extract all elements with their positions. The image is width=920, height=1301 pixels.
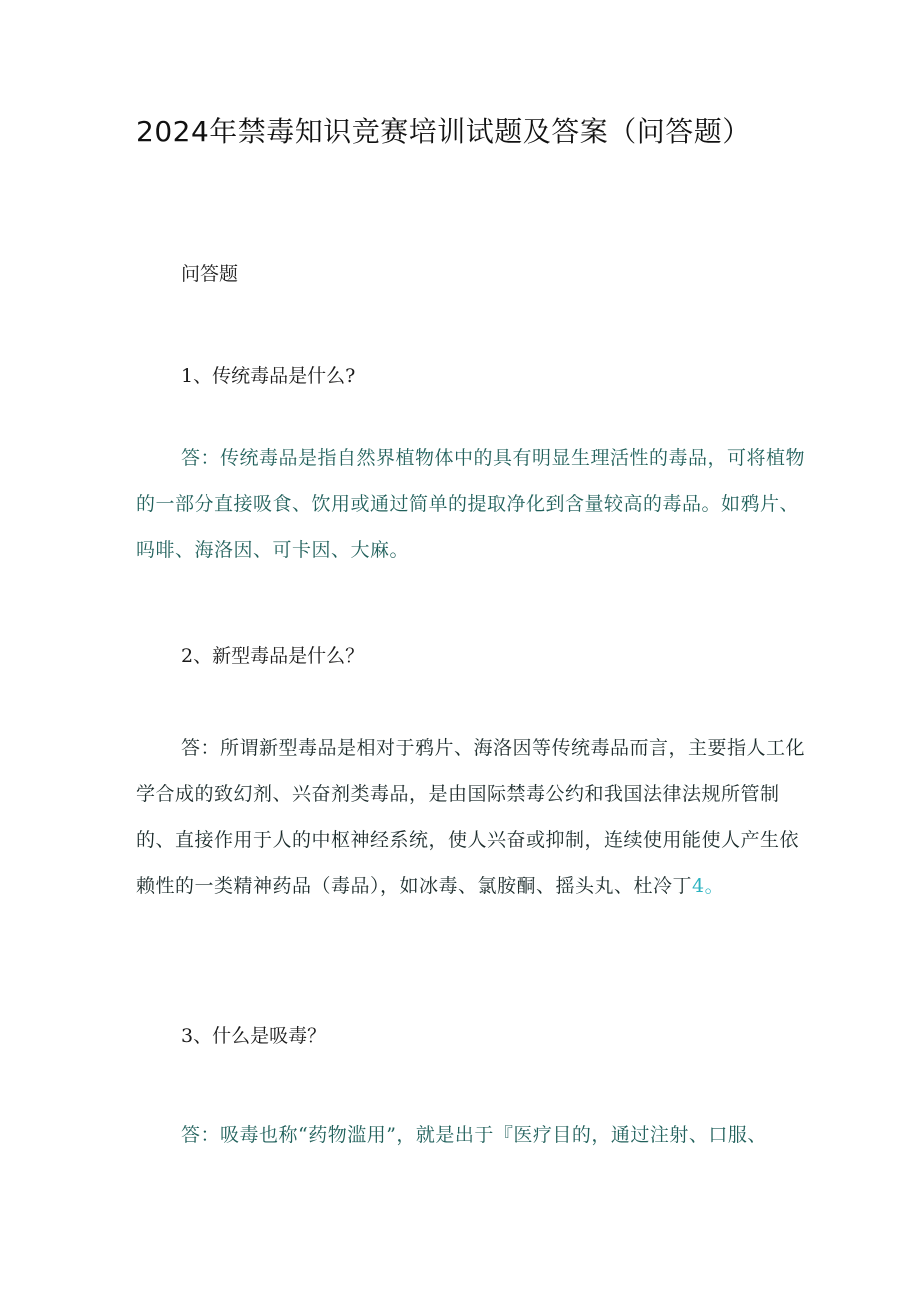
question-3: 3、什么是吸毒？ xyxy=(181,1025,327,1047)
document-title: 2024年禁毒知识竞赛培训试题及答案（问答题） xyxy=(136,115,751,148)
question-2: 2、新型毒品是什么？ xyxy=(181,645,365,667)
answer-2 xyxy=(136,725,816,909)
section-label: 问答题 xyxy=(181,263,239,285)
answer-2-tail: 4。 xyxy=(692,875,725,897)
question-1: 1、传统毒品是什么? xyxy=(181,365,356,387)
answer-3: 答：吸毒也称“药物滥用”，就是出于『医疗目的，通过注射、口服、 xyxy=(181,1124,767,1146)
answer-1: 答：传统毒品是指自然界植物体中的具有明显生理活性的毒品，可将植物的一部分直接吸食、饮用或通过简单的提取净化到含量较高的毒品。如鸦片、吗啡、海洛因、可卡因、大麻。 xyxy=(136,447,806,561)
answer-2-text: 答：所谓新型毒品是相对于鸦片、海洛因等传统毒品而言，主要指人工化学合成的致幻剂、兴奋剂类毒品，是由国际禁毒公约和我国法律法规所管制的、直接作用于人的中枢神经系统，使人兴奋或抑制，连续使用能使人产生依赖性的一类精神药品（毒品），如冰毒、氯胺酮、摇头丸、杜冷丁 xyxy=(136,737,806,897)
